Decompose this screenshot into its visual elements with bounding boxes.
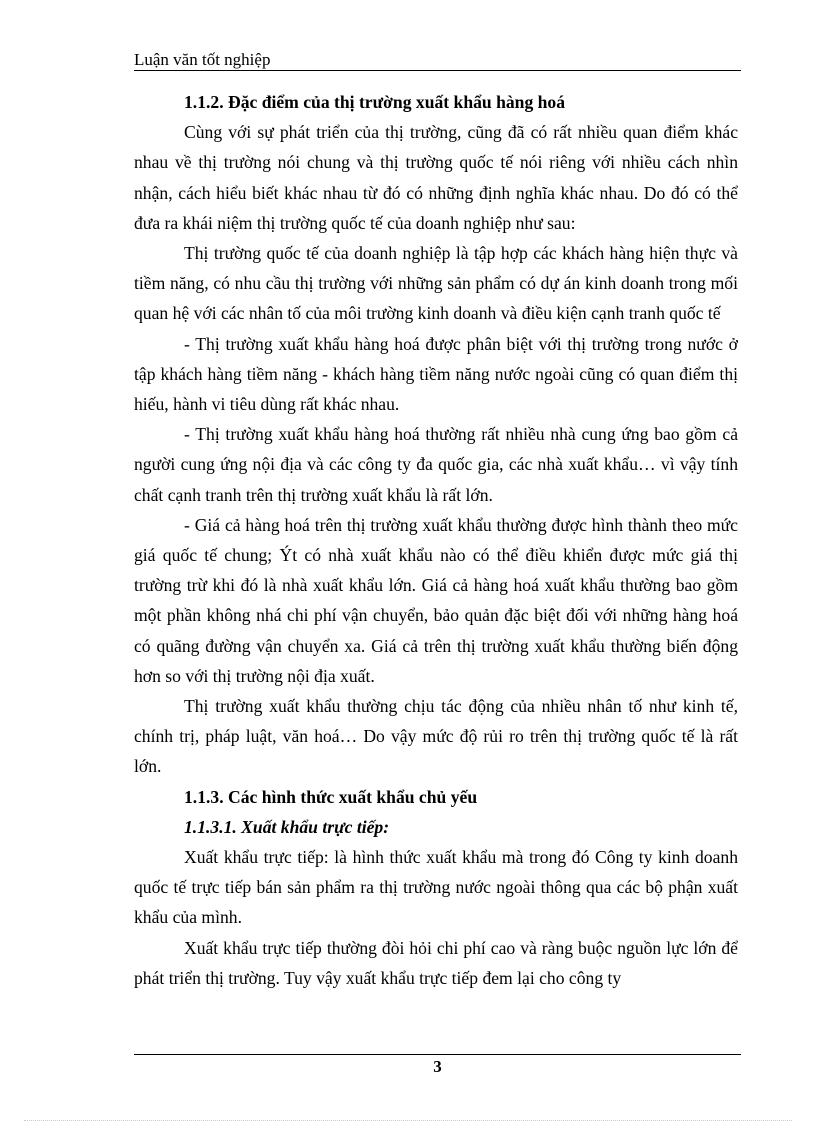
section-heading-1-1-3: 1.1.3. Các hình thức xuất khẩu chủ yếu [184, 786, 478, 807]
header-divider [134, 70, 741, 71]
subsection-heading-1-1-3-1: 1.1.3.1. Xuất khẩu trực tiếp: [184, 816, 390, 837]
document-body [134, 87, 738, 993]
footer-divider [134, 1054, 741, 1055]
paragraph: Thị trường xuất khẩu thường chịu tác động của nhiều nhân tố như kinh tế, chính trị, pháp luật, văn hoá… Do vậy mức độ rủi ro trên thị trường quốc tế là rất lớn. [134, 696, 738, 777]
paragraph: Thị trường quốc tế của doanh nghiệp là tập hợp các khách hàng hiện thực và tiềm năng, có nhu cầu thị trường với những sản phẩm có dự án kinh doanh trong mối quan hệ với các nhân tố của môi trường kinh doanh và điều kiện cạnh tranh quốc tế [134, 243, 738, 324]
section-heading-1-1-2: 1.1.2. Đặc điểm của thị trường xuất khẩu hàng hoá [184, 92, 566, 112]
paragraph: Cùng với sự phát triển của thị trường, cũng đã có rất nhiều quan điểm khác nhau về thị trường nói chung và thị trường quốc tế nói riêng với nhiều cách nhìn nhận, cách hiểu biết khác nhau từ đó có những định nghĩa khác nhau. Do đó có thể đưa ra khái niệm thị trường quốc tế của doanh nghiệp như sau: [134, 122, 738, 233]
running-header: Luận văn tốt nghiệp [134, 50, 271, 69]
paragraph: Xuất khẩu trực tiếp: là hình thức xuất khẩu mà trong đó Công ty kinh doanh quốc tế trực tiếp bán sản phẩm ra thị trường nước ngoài thông qua các bộ phận xuất khẩu của mình. [134, 847, 738, 928]
page-bottom-border [24, 1120, 792, 1121]
paragraph: - Thị trường xuất khẩu hàng hoá thường rất nhiều nhà cung ứng bao gồm cả người cung ứng nội địa và các công ty đa quốc gia, các nhà xuất khẩu… vì vậy tính chất cạnh tranh trên thị trường xuất khẩu là rất lớn. [134, 424, 738, 505]
paragraph: - Thị trường xuất khẩu hàng hoá được phân biệt với thị trường trong nước ở tập khách hàng tiềm năng - khách hàng tiềm năng nước ngoài cũng có quan điểm thị hiếu, hành vi tiêu dùng rất khác nhau. [134, 333, 738, 415]
paragraph: - Giá cả hàng hoá trên thị trường xuất khẩu thường được hình thành theo mức giá quốc tế chung; Ýt có nhà xuất khẩu nào có thể điều khiển được mức giá thị trường trừ khi đó là nhà xuất khẩu lớn. Giá cả hàng hoá xuất khẩu thường bao gồm một phần không nhá chi phí vận chuyển, bảo quản đặc biệt đối với những hàng hoá có quãng đường vận chuyển xa. Giá cả trên thị trường xuất khẩu thường biến động hơn so với thị trường nội địa xuất. [134, 514, 738, 686]
page-number: 3 [433, 1057, 442, 1076]
paragraph: Xuất khẩu trực tiếp thường đòi hỏi chi phí cao và ràng buộc nguồn lực lớn để phát triển thị trường. Tuy vậy xuất khẩu trực tiếp đem lại cho công ty [134, 937, 738, 988]
